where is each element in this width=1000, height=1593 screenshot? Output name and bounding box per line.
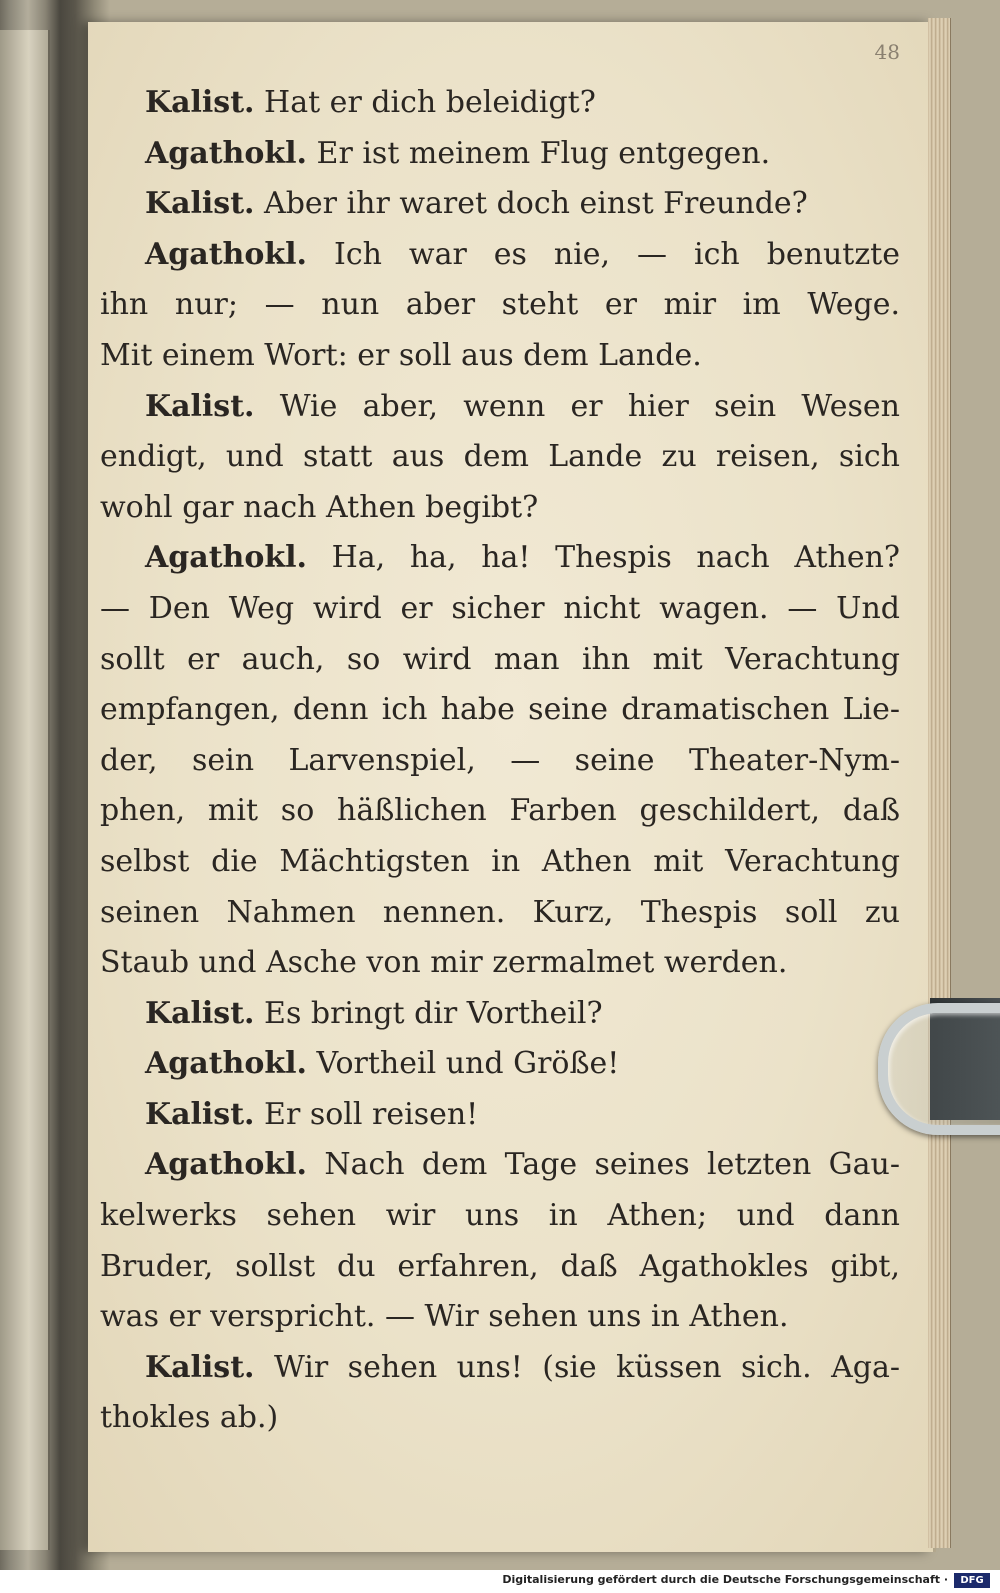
text-line — [100, 1140, 900, 1191]
speaker-name: Kalist. — [145, 1349, 255, 1385]
line-text: — Den Weg wird er sicher nicht wagen. — Und — [100, 590, 900, 626]
line-text: Ha, ha, ha! Thespis nach Athen? — [331, 540, 900, 576]
speaker-name: Kalist. — [145, 995, 255, 1031]
line-text: Aber ihr waret doch einst Freunde? — [264, 186, 808, 222]
text-line — [100, 1191, 900, 1242]
speaker-name: Kalist. — [145, 1096, 255, 1132]
text-line — [100, 888, 900, 939]
speaker-name: Kalist. — [145, 388, 255, 424]
speaker-name: Agathokl. — [145, 1046, 307, 1082]
text-line — [100, 989, 900, 1040]
text-line — [100, 78, 900, 129]
speaker-name: Kalist. — [145, 85, 255, 120]
book-clip — [878, 1003, 1000, 1135]
text-line — [100, 1039, 900, 1090]
text-line — [100, 1242, 900, 1293]
text-line — [100, 736, 900, 787]
text-line — [100, 1343, 900, 1394]
text-line — [100, 382, 900, 433]
line-text: sollt er auch, so wird man ihn mit Verachtung — [100, 641, 900, 677]
text-line — [100, 584, 900, 635]
line-text: Es bringt dir Vortheil? — [264, 995, 603, 1031]
line-text: ihn nur; — nun aber steht er mir im Wege. — [100, 287, 900, 323]
text-line — [100, 432, 900, 483]
text-line — [100, 837, 900, 888]
line-text: Wir sehen uns! (sie küssen sich. Aga- — [273, 1349, 900, 1385]
line-text: Ich war es nie, — ich benutzte — [333, 236, 900, 272]
line-text: Nach dem Tage seines letzten Gau- — [324, 1147, 900, 1183]
line-text: selbst die Mächtigsten in Athen mit Verachtung — [100, 843, 900, 879]
line-text: Er soll reisen! — [264, 1096, 479, 1132]
line-text: Bruder, sollst du erfahren, daß Agathokles gibt, — [100, 1248, 900, 1284]
line-text: empfangen, denn ich habe seine dramatischen Lie- — [100, 692, 900, 728]
line-text: Hat er dich beleidigt? — [264, 85, 596, 120]
line-text: phen, mit so häßlichen Farben geschildert, daß — [100, 793, 900, 829]
line-text: endigt, und statt aus dem Lande zu reisen, sich — [100, 439, 900, 475]
text-line — [100, 938, 900, 989]
text-line — [100, 331, 900, 382]
line-text: Mit einem Wort: er soll aus dem Lande. — [100, 337, 702, 373]
page-number: 48 — [874, 40, 900, 64]
page-text — [100, 78, 900, 1444]
line-text: was er verspricht. — Wir sehen uns in Athen. — [100, 1299, 789, 1335]
text-line — [100, 533, 900, 584]
footer-bar — [0, 1570, 1000, 1593]
text-line — [100, 129, 900, 180]
line-text: Er ist meinem Flug entgegen. — [316, 135, 771, 171]
previous-page-edge — [0, 30, 50, 1550]
text-line — [100, 1393, 900, 1444]
text-line — [100, 786, 900, 837]
dfg-logo: DFG — [954, 1573, 990, 1588]
line-text: wohl gar nach Athen begibt? — [100, 489, 539, 525]
line-text: der, sein Larvenspiel, — seine Theater-Nym- — [100, 742, 900, 778]
page-stack-edge — [928, 18, 951, 1548]
text-line — [100, 1292, 900, 1343]
text-line — [100, 685, 900, 736]
text-line — [100, 635, 900, 686]
speaker-name: Agathokl. — [145, 540, 307, 576]
text-line — [100, 280, 900, 331]
line-text: kelwerks sehen wir uns in Athen; und dann — [100, 1198, 900, 1234]
line-text: Staub und Asche von mir zermalmet werden. — [100, 945, 788, 981]
line-text: thokles ab.) — [100, 1400, 279, 1436]
speaker-name: Agathokl. — [145, 135, 307, 171]
text-line — [100, 1090, 900, 1141]
speaker-name: Agathokl. — [145, 236, 307, 272]
text-line — [100, 230, 900, 281]
line-text: Wie aber, wenn er hier sein Wesen — [279, 388, 900, 424]
line-text: seinen Nahmen nennen. Kurz, Thespis soll zu — [100, 894, 900, 930]
speaker-name: Agathokl. — [145, 1147, 307, 1183]
text-line — [100, 483, 900, 534]
footer-credit: Digitalisierung gefördert durch die Deutsche Forschungsgemeinschaft · — [502, 1573, 948, 1586]
line-text: Vortheil und Größe! — [316, 1046, 620, 1082]
text-line — [100, 179, 900, 230]
speaker-name: Kalist. — [145, 186, 255, 222]
